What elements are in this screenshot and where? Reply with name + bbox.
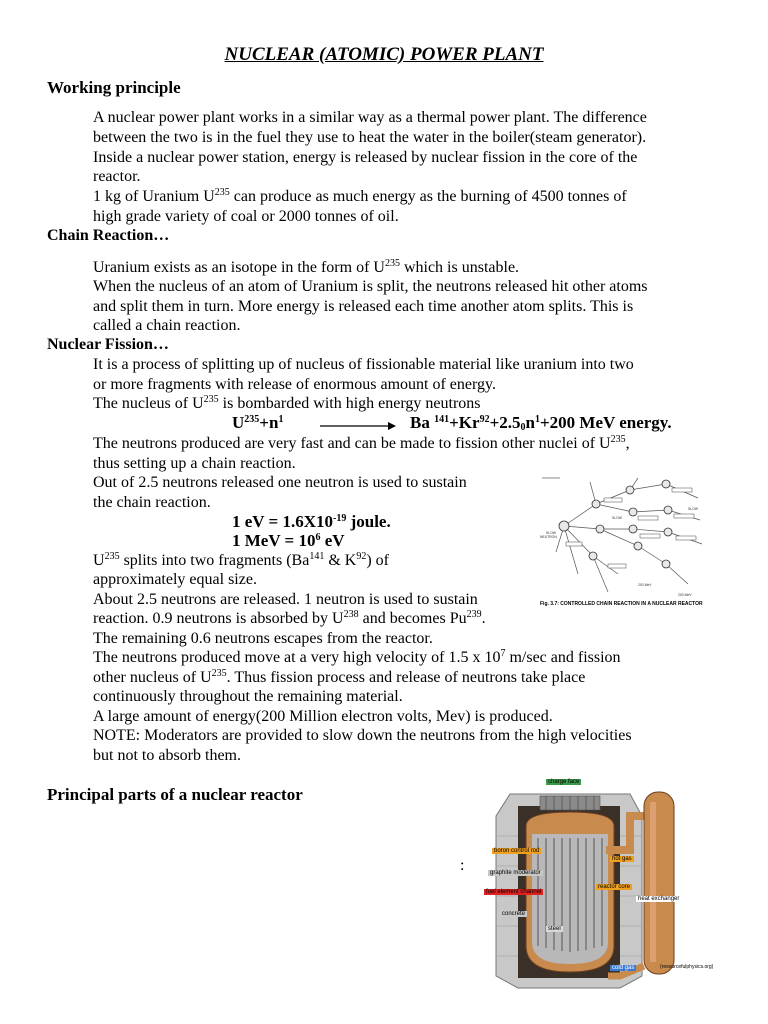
svg-text:SLOW: SLOW (546, 531, 556, 535)
equation-products: Ba $^{141}+Kr^{92}+2.5_0n^1+200$ MeV energy. (410, 413, 672, 433)
heading-chain-reaction: Chain Reaction… (47, 227, 170, 244)
mev-definition: 1 MeV = $10^6$ eV (232, 531, 345, 550)
heading-principal-parts: Principal parts of a nuclear reactor (47, 785, 303, 804)
colon-mark: : (460, 857, 465, 874)
label-source: (resourcefulphysics.org) (660, 964, 714, 970)
chain-line-2: and split them in turn. More energy is released each time another atom splits. This is (93, 298, 634, 315)
uranium-energy-line: 1 kg of Uranium $U^{235}$ can produce as much energy as the burning of 4500 tonnes of (93, 187, 627, 205)
label-steel: steel (548, 926, 561, 932)
bombard-line: The nucleus of $U^{235}$ is bombarded with high energy neutrons (93, 394, 481, 412)
chain-reaction-caption: Fig. 3.7: CONTROLLED CHAIN REACTION IN A NUCLEAR REACTOR (540, 601, 703, 607)
chain-line-3: called a chain reaction. (93, 317, 241, 334)
label-concrete: concrete (502, 911, 526, 917)
uranium-energy-line-2: high grade variety of coal or 2000 tonnes of oil. (93, 208, 399, 225)
heading-working-principle: Working principle (47, 78, 181, 97)
velocity-line: The neutrons produced move at a very high velocity of 1.5 x $10^7$ m/sec and fission (93, 648, 621, 666)
svg-text:SLOW: SLOW (612, 516, 622, 520)
working-line-2: between the two is in the fuel they use to heat the water in the boiler(steam generator). (93, 129, 647, 146)
approx-line: approximately equal size. (93, 571, 257, 588)
label-reactor-core: reactor core (598, 884, 631, 890)
absorbed-line: reaction. 0.9 neutrons is absorbed by $U^{238}$ and becomes Pu$^{239}$. (93, 609, 486, 627)
equation-reactants: $U^{235}+n^1$ (232, 413, 284, 432)
reactor-figure (480, 776, 728, 994)
chain-reaction-figure (538, 474, 720, 614)
fission-line-3: thus setting up a chain reaction. (93, 455, 296, 472)
chain-reaction-diagram (538, 474, 720, 614)
reaction-arrow-icon (320, 420, 396, 432)
isotope-line: Uranium exists as an isotope in the form of $U^{235}$ which is unstable. (93, 258, 520, 276)
label-graphite-moderator: graphite moderator (490, 870, 541, 876)
label-boron-control-rod: boron control rod (494, 848, 540, 854)
note-line-2: but not to absorb them. (93, 747, 241, 764)
svg-text:NEUTRON: NEUTRON (540, 535, 557, 539)
svg-text:200 MeV: 200 MeV (678, 593, 692, 597)
page-title: NUCLEAR (ATOMIC) POWER PLANT (224, 44, 544, 65)
produced-line: The neutrons produced are very fast and can be made to fission other nuclei of $U^{235}$, (93, 434, 630, 452)
fission-line-6: continuously throughout the remaining material. (93, 688, 403, 705)
label-charge-face: charge face (548, 779, 580, 785)
fission-line-1: It is a process of splitting up of nucleus of fissionable material like uranium into two (93, 356, 634, 373)
fission-line-5: the chain reaction. (93, 494, 211, 511)
note-line-1: NOTE: Moderators are provided to slow down the neutrons from the high velocities (93, 727, 632, 744)
svg-text:SLOW: SLOW (688, 507, 698, 511)
chain-line-1: When the nucleus of an atom of Uranium is split, the neutrons released hit other atoms (93, 278, 648, 295)
label-fuel-element-channel: fuel element channel (486, 889, 542, 895)
fission-line-4: Out of 2.5 neutrons released one neutron is used to sustain (93, 474, 467, 491)
about-line: About 2.5 neutrons are released. 1 neutron is used to sustain (93, 591, 478, 608)
working-line-4: reactor. (93, 168, 141, 185)
heading-nuclear-fission: Nuclear Fission… (47, 336, 169, 353)
label-hot-gas: hot gas (612, 856, 632, 862)
fission-line-7: A large amount of energy(200 Million electron volts, Mev) is produced. (93, 708, 553, 725)
remaining-line: The remaining 0.6 neutrons escapes from the reactor. (93, 630, 433, 647)
label-heat-exchanger: heat exchanger (638, 896, 680, 902)
working-line-3: Inside a nuclear power station, energy is released by nuclear fission in the core of the (93, 149, 638, 166)
svg-text:200 MeV: 200 MeV (638, 583, 652, 587)
label-cold-gas: cold gas (612, 965, 635, 971)
fission-line-2: or more fragments with release of enormous amount of energy. (93, 376, 496, 393)
fragments-line: $U^{235}$ splits into two fragments (Ba$^{141}$ & $K^{92}$) of (93, 551, 389, 569)
working-line-1: A nuclear power plant works in a similar way as a thermal power plant. The difference (93, 109, 647, 126)
ev-definition: 1 eV = $1.6X10^{-19}$ joule. (232, 512, 391, 531)
other-nucleus-line: other nucleus of $U^{235}$. Thus fission process and release of neutrons take place (93, 668, 586, 686)
